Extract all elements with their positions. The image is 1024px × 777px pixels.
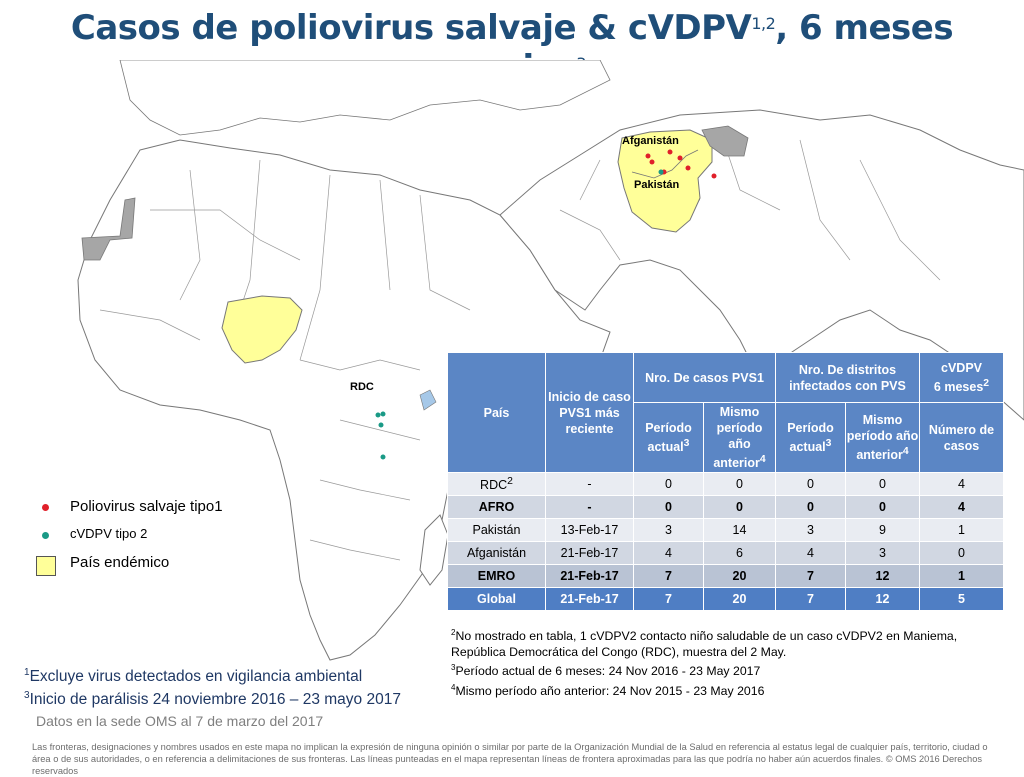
header-current-sup: 3 — [683, 437, 690, 449]
cell-cvdpv: 5 — [920, 588, 1004, 611]
cell-country — [448, 519, 546, 542]
wild-case-dot — [646, 154, 651, 159]
cell-districts-previous: 3 — [846, 542, 920, 565]
note-4-sup: 4 — [451, 682, 456, 692]
cell-cvdpv: 4 — [920, 473, 1004, 496]
country-name: EMRO — [477, 569, 516, 583]
cell-districts-previous: 9 — [846, 519, 920, 542]
cell-onset: - — [546, 496, 634, 519]
wild-case-dot — [712, 174, 717, 179]
cell-cases-current: 0 — [634, 473, 704, 496]
cell-districts-previous: 12 — [846, 588, 920, 611]
wild-polio-dot-icon — [42, 504, 49, 511]
footnote-3-sup: 3 — [24, 690, 30, 702]
cell-onset: 21-Feb-17 — [546, 565, 634, 588]
header-cvdpv-sup: 2 — [983, 377, 990, 389]
table-notes — [451, 625, 1011, 699]
footnote-3 — [24, 686, 401, 709]
cell-country — [448, 473, 546, 496]
cell-districts-current: 3 — [776, 519, 846, 542]
cell-cases-previous: 0 — [704, 473, 776, 496]
label-afghanistan: Afganistán — [622, 135, 679, 147]
cell-cases-previous: 0 — [704, 496, 776, 519]
cell-cvdpv: 4 — [920, 496, 1004, 519]
map-footnotes — [24, 663, 401, 709]
endemic-swatch-icon — [36, 556, 56, 576]
cell-cases-current: 3 — [634, 519, 704, 542]
table-header-row — [448, 353, 1004, 403]
header-cvdpv-group-label: cVDPV — [941, 360, 982, 375]
cell-cases-current: 4 — [634, 542, 704, 565]
header-previous-label: Mismo período año anterior — [846, 412, 919, 463]
cell-cvdpv: 1 — [920, 519, 1004, 542]
title-mid: , 6 meses — [775, 8, 954, 48]
header-current-label: Período actual — [645, 420, 692, 455]
note-2-text: No mostrado en tabla, 1 cVDPV2 contacto niño saludable de un caso cVDPV2 en Maniema, República Democrática del Congo (RDC), muestra del 2 May. — [451, 629, 958, 659]
legend-cvdpv-label: cVDPV tipo 2 — [70, 526, 148, 541]
country-name: Pakistán — [472, 523, 521, 537]
note-3-sup: 3 — [451, 663, 456, 673]
cvdpv-case-dot — [381, 412, 386, 417]
note-2-sup: 2 — [451, 628, 456, 637]
header-country: País — [448, 353, 546, 473]
cell-cases-previous: 6 — [704, 542, 776, 565]
footnote-1-sup: 1 — [24, 667, 30, 678]
footnote-3-text: Inicio de parálisis 24 noviembre 2016 – 23 mayo 2017 — [29, 691, 401, 709]
header-cases-current — [634, 403, 704, 473]
cell-districts-previous: 0 — [846, 473, 920, 496]
title-main: Casos de poliovirus salvaje & cVDPV — [70, 8, 752, 48]
cell-country — [448, 496, 546, 519]
disclaimer: Las fronteras, designaciones y nombres usados en este mapa no implican la expresión de ninguna opinión o similar por parte de la Organización Mundial de la Salud en referencia al estatus legal de cualquier país, territorio, ciudad o área o de sus autoridades, o en referencia a delimitaciones de sus fronteras. Las líneas punteadas en el mapa representan líneas de frontera aproximadas para las que podría no haber aún acuerdos finales. © OMS 2016 Derechos reservados — [32, 742, 988, 776]
table-row — [448, 473, 1004, 496]
header-previous-sup: 4 — [759, 453, 766, 465]
wild-case-dot — [650, 160, 655, 165]
wild-case-dot — [678, 156, 683, 161]
cvdpv-case-dot — [381, 455, 386, 460]
cell-districts-current: 0 — [776, 473, 846, 496]
cell-districts-current: 7 — [776, 565, 846, 588]
table-row — [448, 496, 1004, 519]
country-name: Afganistán — [466, 546, 527, 560]
cell-cases-previous: 20 — [704, 565, 776, 588]
table-row — [448, 588, 1004, 611]
header-cvdpv-group — [920, 353, 1004, 403]
table-row — [448, 519, 1004, 542]
cvdpv-case-dot — [376, 413, 381, 418]
cell-cases-previous: 20 — [704, 588, 776, 611]
cell-onset: 21-Feb-17 — [546, 588, 634, 611]
header-cases-group: Nro. De casos PVS1 — [634, 353, 776, 403]
label-drc: RDC — [350, 381, 374, 393]
header-districts-group: Nro. De distritos infectados con PVS — [776, 353, 920, 403]
table-row — [448, 542, 1004, 565]
cell-cvdpv: 1 — [920, 565, 1004, 588]
note-4-text: Mismo período año anterior: 24 Nov 2015 - 23 May 2016 — [455, 683, 765, 698]
table-row — [448, 565, 1004, 588]
header-cvdpv-count: Número de casos — [920, 403, 1004, 473]
cell-districts-current: 0 — [776, 496, 846, 519]
cell-cases-current: 0 — [634, 496, 704, 519]
country-sup: 2 — [507, 475, 513, 487]
cvdpv-dot-icon — [42, 532, 49, 539]
cell-country — [448, 542, 546, 565]
country-name: Global — [477, 592, 516, 606]
cell-districts-previous: 12 — [846, 565, 920, 588]
header-previous-sup: 4 — [902, 445, 909, 457]
cell-onset: 21-Feb-17 — [546, 542, 634, 565]
header-onset: Inicio de caso PVS1 más reciente — [546, 353, 634, 473]
cell-country — [448, 588, 546, 611]
note-3-text: Período actual de 6 meses: 24 Nov 2016 - 23 May 2017 — [455, 664, 761, 679]
cell-country — [448, 565, 546, 588]
footnote-1 — [24, 663, 401, 686]
header-districts-current — [776, 403, 846, 473]
cell-cases-current: 7 — [634, 565, 704, 588]
note-4 — [451, 680, 1011, 700]
header-cases-previous — [704, 403, 776, 473]
footnote-1-text: Excluye virus detectados en vigilancia ambiental — [29, 668, 363, 686]
header-previous-label: Mismo período año anterior — [713, 404, 763, 471]
header-current-label: Período actual — [787, 420, 834, 455]
legend-wild-label: Poliovirus salvaje tipo1 — [70, 498, 223, 515]
cell-onset: - — [546, 473, 634, 496]
cell-onset: 13-Feb-17 — [546, 519, 634, 542]
cell-cases-current: 7 — [634, 588, 704, 611]
title-sup-1: 1,2 — [751, 14, 776, 33]
legend-endemic-label: País endémico — [70, 554, 170, 571]
header-cvdpv-group-label2: 6 meses — [933, 380, 984, 395]
label-pakistan: Pakistán — [634, 179, 680, 191]
country-name: AFRO — [478, 500, 515, 514]
cases-table — [447, 352, 1004, 611]
note-3 — [451, 660, 1011, 680]
wild-case-dot — [686, 166, 691, 171]
cell-districts-current: 7 — [776, 588, 846, 611]
cvdpv-case-dot — [659, 170, 664, 175]
country-name: RDC — [480, 478, 508, 493]
header-current-sup: 3 — [825, 437, 832, 449]
cell-cases-previous: 14 — [704, 519, 776, 542]
data-source-date: Datos en la sede OMS al 7 de marzo del 2017 — [36, 713, 324, 729]
header-districts-previous — [846, 403, 920, 473]
cell-cvdpv: 0 — [920, 542, 1004, 565]
cell-districts-previous: 0 — [846, 496, 920, 519]
note-2 — [451, 625, 1011, 660]
cell-districts-current: 4 — [776, 542, 846, 565]
wild-case-dot — [668, 150, 673, 155]
cvdpv-case-dot — [379, 423, 384, 428]
